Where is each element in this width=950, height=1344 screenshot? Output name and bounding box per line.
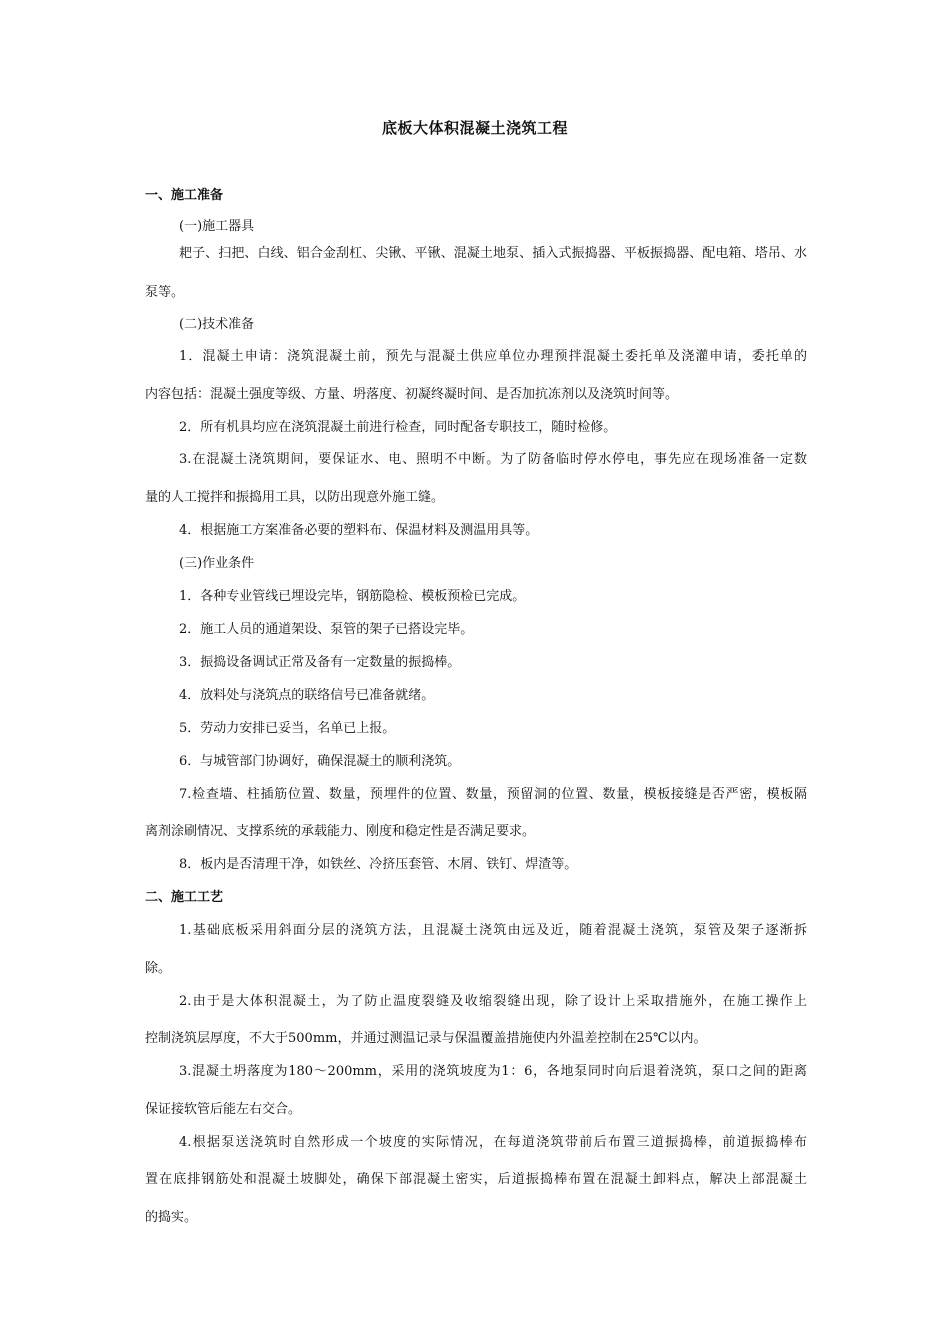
section-heading-preparation: 一、施工准备: [145, 188, 224, 203]
paragraph-line: 的捣实。: [145, 1210, 198, 1225]
paragraph-line: 1．混凝土申请：浇筑混凝土前，预先与混凝土供应单位办理预拌混凝土委托单及浇灌申请，委托单的: [179, 349, 807, 364]
paragraph-line: 置在底排钢筋处和混凝土坡脚处，确保下部混凝土密实，后道振捣棒布置在混凝土卸料点，解决上部混凝土: [145, 1172, 807, 1187]
document-title: 底板大体积混凝土浇筑工程: [381, 119, 568, 137]
paragraph-line: 2．所有机具均应在浇筑混凝土前进行检查，同时配备专职技工，随时检修。: [179, 420, 617, 435]
paragraph-line: 泵等。: [145, 285, 185, 300]
paragraph-line: 4．放料处与浇筑点的联络信号已准备就绪。: [179, 688, 435, 703]
paragraph-line: 耙子、扫把、白线、铝合金刮杠、尖锹、平锹、混凝土地泵、插入式振捣器、平板振捣器、配电箱、塔吊、水: [179, 246, 807, 261]
paragraph-line: 控制浇筑层厚度，不大于500mm，并通过测温记录与保温覆盖措施使内外温差控制在25℃以内。: [145, 1031, 707, 1046]
paragraph-line: 3．振捣设备调试正常及备有一定数量的振捣棒。: [179, 655, 461, 670]
section-heading-process: 二、施工工艺: [145, 890, 224, 905]
paragraph-line: 量的人工搅拌和振捣用工具，以防出现意外施工缝。: [145, 490, 445, 505]
paragraph-line: 6．与城管部门协调好，确保混凝土的顺利浇筑。: [179, 754, 461, 769]
paragraph-line: 除。: [145, 961, 172, 976]
subsection-heading-conditions: (三)作业条件: [179, 556, 255, 571]
paragraph-line: 保证接软管后能左右交合。: [145, 1102, 302, 1117]
paragraph-line: 离剂涂刷情况、支撑系统的承载能力、刚度和稳定性是否满足要求。: [145, 824, 536, 839]
paragraph-line: 8．板内是否清理干净，如铁丝、冷挤压套管、木屑、铁钉、焊渣等。: [179, 857, 578, 872]
paragraph-line: 2．施工人员的通道架设、泵管的架子已搭设完毕。: [179, 622, 474, 637]
paragraph-line: 内容包括：混凝土强度等级、方量、坍落度、初凝终凝时间、是否加抗冻剂以及浇筑时间等。: [145, 387, 679, 402]
paragraph-line: 3.在混凝土浇筑期间，要保证水、电、照明不中断。为了防备临时停水停电，事先应在现场准备一定数: [179, 452, 807, 467]
paragraph-line: 2.由于是大体积混凝土，为了防止温度裂缝及收缩裂缝出现，除了设计上采取措施外，在施工操作上: [179, 994, 807, 1009]
paragraph-line: 1.基础底板采用斜面分层的浇筑方法，且混凝土浇筑由远及近，随着混凝土浇筑，泵管及架子逐渐拆: [179, 923, 807, 938]
subsection-heading-tools: (一)施工器具: [179, 219, 255, 234]
subsection-heading-technical: (二)技术准备: [179, 317, 255, 332]
paragraph-line: 4.根据泵送浇筑时自然形成一个坡度的实际情况，在每道浇筑带前后布置三道振捣棒，前道振捣棒布: [179, 1135, 807, 1150]
paragraph-line: 1．各种专业管线已埋设完毕，钢筋隐检、模板预检已完成。: [179, 589, 526, 604]
paragraph-line: 7.检查墙、柱插筋位置、数量，预埋件的位置、数量，预留洞的位置、数量，模板接缝是否严密，模板隔: [179, 787, 807, 802]
paragraph-line: 3.混凝土坍落度为180～200mm，采用的浇筑坡度为1：6，各地泵同时向后退着浇筑，泵口之间的距离: [179, 1064, 807, 1079]
paragraph-line: 5．劳动力安排已妥当，名单已上报。: [179, 721, 396, 736]
paragraph-line: 4．根据施工方案准备必要的塑料布、保温材料及测温用具等。: [179, 523, 539, 538]
